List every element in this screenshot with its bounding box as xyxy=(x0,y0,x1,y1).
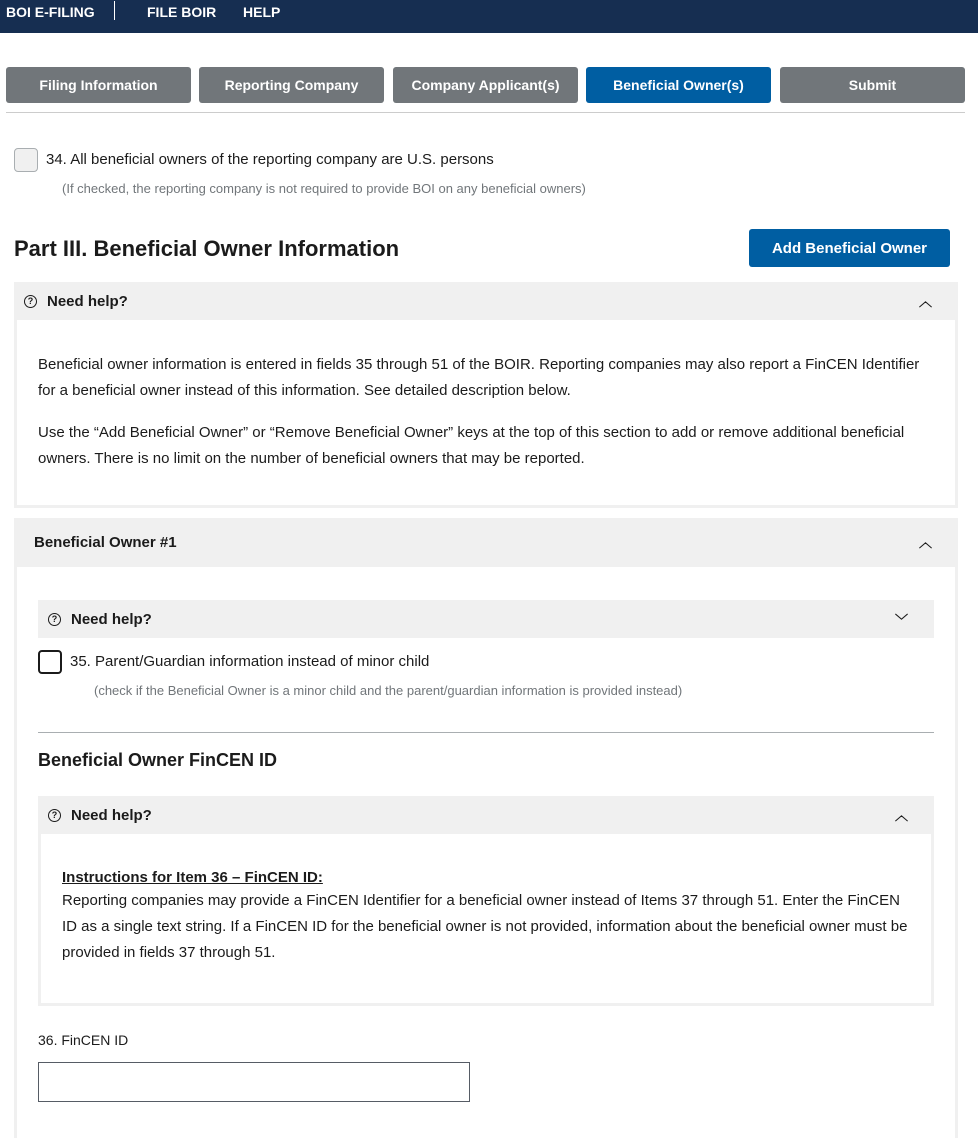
help-paragraph: Use the “Add Beneficial Owner” or “Remove Beneficial Owner” keys at the top of this section to add or remove additional beneficial owners. There is no limit on the number of beneficial owners that may be reported. xyxy=(38,424,905,467)
tab-filing-information[interactable]: Filing Information xyxy=(6,67,191,103)
chevron-down-icon[interactable]: ﹀ xyxy=(894,613,908,628)
tabs-divider xyxy=(6,112,965,113)
chevron-up-icon[interactable]: ︿ xyxy=(918,535,932,550)
tab-beneficial-owners[interactable]: Beneficial Owner(s) xyxy=(586,67,771,103)
fincen-help-toggle[interactable] xyxy=(38,796,934,834)
instructions-title: Instructions for Item 36 – FinCEN ID: xyxy=(62,869,323,886)
owner-help-toggle[interactable] xyxy=(38,600,934,638)
nav-file-boir[interactable]: FILE BOIR xyxy=(147,4,217,20)
field-35-hint: (check if the Beneficial Owner is a minor child and the parent/guardian information is provided instead) xyxy=(94,683,683,698)
help-circle-icon: ? xyxy=(48,613,61,626)
brand-link[interactable]: BOI E-FILING xyxy=(6,4,95,20)
help-circle-icon: ? xyxy=(24,295,37,308)
field-34-hint: (If checked, the reporting company is not required to provide BOI on any beneficial owners) xyxy=(62,181,586,196)
field-35-label: 35. Parent/Guardian information instead of minor child xyxy=(70,653,430,670)
fincen-help-body xyxy=(41,834,931,1003)
help-panel xyxy=(14,282,958,508)
help-circle-icon: ? xyxy=(48,809,61,822)
section-divider xyxy=(38,732,934,733)
page-title: Part III. Beneficial Owner Information xyxy=(14,236,400,261)
owner-help-panel xyxy=(38,600,934,638)
tab-reporting-company[interactable]: Reporting Company xyxy=(199,67,384,103)
tab-submit[interactable]: Submit xyxy=(780,67,965,103)
help-body xyxy=(17,320,955,505)
tab-company-applicants[interactable]: Company Applicant(s) xyxy=(393,67,578,103)
chevron-up-icon[interactable]: ︿ xyxy=(894,808,908,823)
field-34-checkbox[interactable] xyxy=(14,148,38,172)
owner-toggle[interactable] xyxy=(14,518,958,567)
fincen-help-panel xyxy=(38,796,934,1006)
add-beneficial-owner-button[interactable]: Add Beneficial Owner xyxy=(749,229,950,267)
help-title: Need help? xyxy=(71,610,152,628)
fincen-heading: Beneficial Owner FinCEN ID xyxy=(38,750,278,770)
nav-help[interactable]: HELP xyxy=(243,4,281,20)
help-toggle[interactable] xyxy=(14,282,958,320)
nav-divider xyxy=(114,1,115,20)
help-title: Need help? xyxy=(71,806,152,824)
fincen-id-input[interactable] xyxy=(38,1062,470,1102)
field-36-label: 36. FinCEN ID xyxy=(38,1032,129,1048)
top-nav xyxy=(0,0,978,33)
help-paragraph: Beneficial owner information is entered in fields 35 through 51 of the BOIR. Reporting companies may also report a FinCEN Identifier for a beneficial owner instead of this information. See detailed description below. xyxy=(38,356,920,399)
chevron-up-icon[interactable]: ︿ xyxy=(918,294,932,309)
help-title: Need help? xyxy=(47,292,128,310)
field-35-checkbox[interactable] xyxy=(38,650,62,674)
owner-title: Beneficial Owner #1 xyxy=(34,534,177,551)
instructions-text: Reporting companies may provide a FinCEN Identifier for a beneficial owner instead of Items 37 through 51. Enter the FinCEN ID as a single text string. If a FinCEN ID for the beneficial owner is not provided, information about the beneficial owner must be provided in fields 37 through 51. xyxy=(62,892,908,961)
field-34-label: 34. All beneficial owners of the reporting company are U.S. persons xyxy=(46,151,494,168)
